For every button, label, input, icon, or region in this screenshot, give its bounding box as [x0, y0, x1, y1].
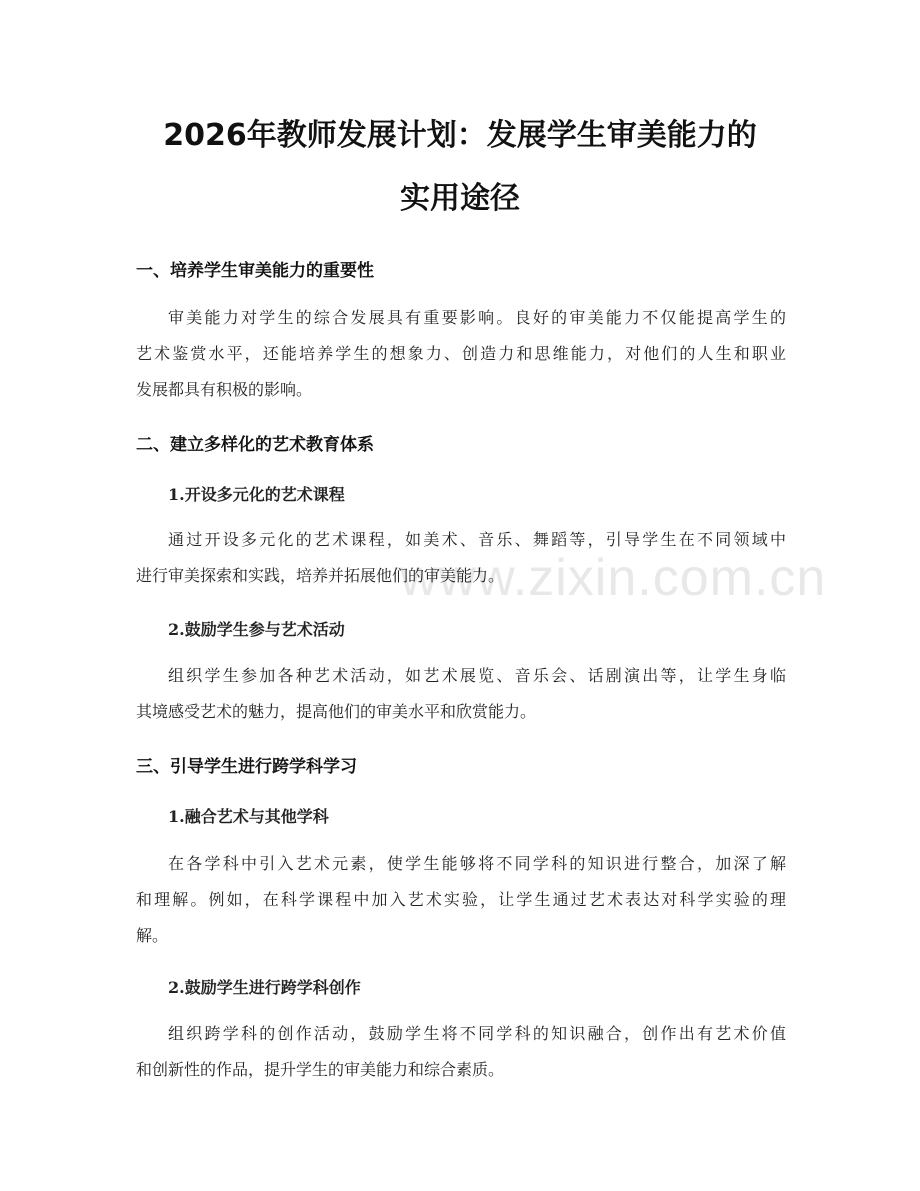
- document-title-line-1: 2026年教师发展计划：发展学生审美能力的: [163, 118, 757, 153]
- section-3-2-paragraph: [136, 1016, 786, 1088]
- section-heading-3: 三、引导学生进行跨学科学习: [136, 757, 357, 777]
- subheading-2-1: 1.开设多元化的艺术课程: [168, 485, 345, 504]
- section-3-1-paragraph: [136, 846, 786, 954]
- paragraph-line: 审美能力对学生的综合发展具有重要影响。良好的审美能力不仅能提高学生的: [168, 308, 786, 327]
- paragraph-line: 其境感受艺术的魅力，提高他们的审美水平和欣赏能力。: [136, 702, 537, 721]
- paragraph-line: 和创新性的作品，提升学生的审美能力和综合素质。: [136, 1060, 505, 1079]
- paragraph-line: 组织学生参加各种艺术活动，如艺术展览、音乐会、话剧演出等，让学生身临: [168, 666, 786, 685]
- section-1-paragraph: [136, 300, 786, 408]
- paragraph-line: 艺术鉴赏水平，还能培养学生的想象力、创造力和思维能力，对他们的人生和职业: [136, 344, 786, 363]
- paragraph-line: 进行审美探索和实践，培养并拓展他们的审美能力。: [136, 566, 505, 585]
- watermark: www.zixin.com.cn: [400, 549, 827, 607]
- paragraph-line: 发展都具有积极的影响。: [136, 380, 313, 399]
- paragraph-line: 通过开设多元化的艺术课程，如美术、音乐、舞蹈等，引导学生在不同领域中: [168, 530, 786, 549]
- paragraph-line: 在各学科中引入艺术元素，使学生能够将不同学科的知识进行整合，加深了解: [168, 854, 786, 873]
- section-2-1-paragraph: [136, 522, 786, 594]
- document-title-line-2: 实用途径: [400, 181, 520, 216]
- subheading-3-2: 2.鼓励学生进行跨学科创作: [168, 978, 361, 997]
- paragraph-line: 组织跨学科的创作活动，鼓励学生将不同学科的知识融合，创作出有艺术价值: [168, 1024, 786, 1043]
- paragraph-line: 解。: [136, 926, 169, 945]
- section-2-2-paragraph: [136, 658, 786, 730]
- section-heading-1: 一、培养学生审美能力的重要性: [136, 261, 374, 281]
- subheading-2-2: 2.鼓励学生参与艺术活动: [168, 620, 345, 639]
- subheading-3-1: 1.融合艺术与其他学科: [168, 807, 329, 826]
- paragraph-line: 和理解。例如，在科学课程中加入艺术实验，让学生通过艺术表达对科学实验的理: [136, 890, 786, 909]
- section-heading-2: 二、建立多样化的艺术教育体系: [136, 435, 374, 455]
